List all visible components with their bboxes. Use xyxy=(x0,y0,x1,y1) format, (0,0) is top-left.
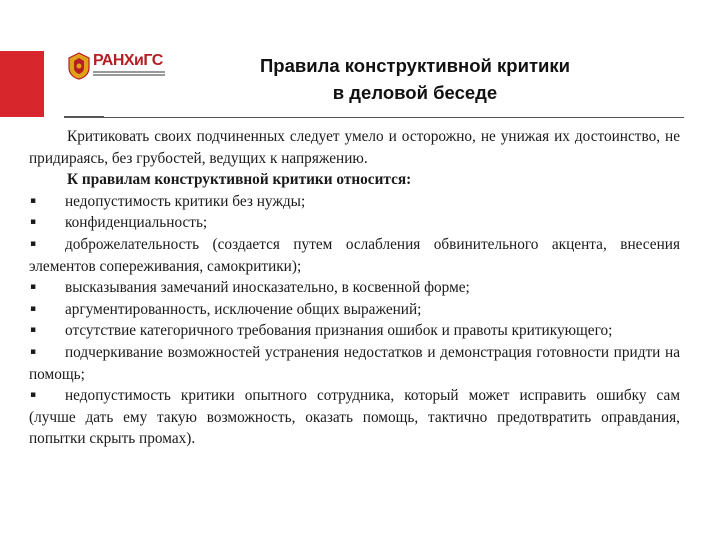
bullet-icon: ▪ xyxy=(30,325,37,336)
list-item-text: доброжелательность (создается путем ослабления обвинительного акцента, внесения элементов сопереживания, самокритики); xyxy=(29,235,680,275)
emblem-icon xyxy=(67,52,91,80)
bullet-icon: ▪ xyxy=(30,303,37,314)
bullet-icon: ▪ xyxy=(30,217,37,228)
accent-bar xyxy=(0,51,44,117)
list-item xyxy=(29,277,680,299)
title-line-1: Правила конструктивной критики xyxy=(259,55,571,76)
bullet-icon: ▪ xyxy=(30,195,37,206)
ranepa-logo xyxy=(67,52,167,80)
bullet-icon: ▪ xyxy=(30,282,37,293)
title-line-2: в деловой беседе xyxy=(332,82,498,103)
rules-heading: К правилам конструктивной критики относится: xyxy=(67,171,412,189)
logo-tagline xyxy=(93,71,165,77)
bullet-icon: ▪ xyxy=(30,390,37,401)
body-text xyxy=(29,126,680,450)
bullet-icon: ▪ xyxy=(30,238,37,249)
list-item xyxy=(29,385,680,450)
intro-paragraph: Критиковать своих подчиненных следует умело и осторожно, не унижая их достоинство, не придираясь, без грубостей, ведущих к напряжению. xyxy=(29,128,680,167)
list-item-text: недопустимость критики опытного сотрудника, который может исправить ошибку сам (лучше дать ему такую возможность, оказать помощь, тактично предотвратить оправдания, попытки скрыть промах). xyxy=(29,387,680,448)
list-item xyxy=(29,299,680,321)
logo-text: РАНХиГС xyxy=(93,52,163,69)
bullet-icon: ▪ xyxy=(30,346,37,357)
list-item xyxy=(29,191,680,213)
list-item-text: высказывания замечаний иносказательно, в косвенной форме; xyxy=(65,279,470,297)
list-item xyxy=(29,234,680,277)
list-item-text: недопустимость критики без нужды; xyxy=(65,192,306,210)
list-item-text: аргументированность, исключение общих выражений; xyxy=(65,300,422,318)
page-title xyxy=(200,52,630,106)
list-item-text: подчеркивание возможностей устранения недостатков и демонстрация готовности придти на помощь; xyxy=(29,343,680,383)
list-item xyxy=(29,320,680,342)
list-item xyxy=(29,212,680,234)
list-item-text: конфиденциальность; xyxy=(65,214,208,232)
list-item xyxy=(29,342,680,385)
list-item-text: отсутствие категоричного требования признания ошибок и правоты критикующего; xyxy=(65,322,613,340)
title-underline xyxy=(64,117,684,118)
